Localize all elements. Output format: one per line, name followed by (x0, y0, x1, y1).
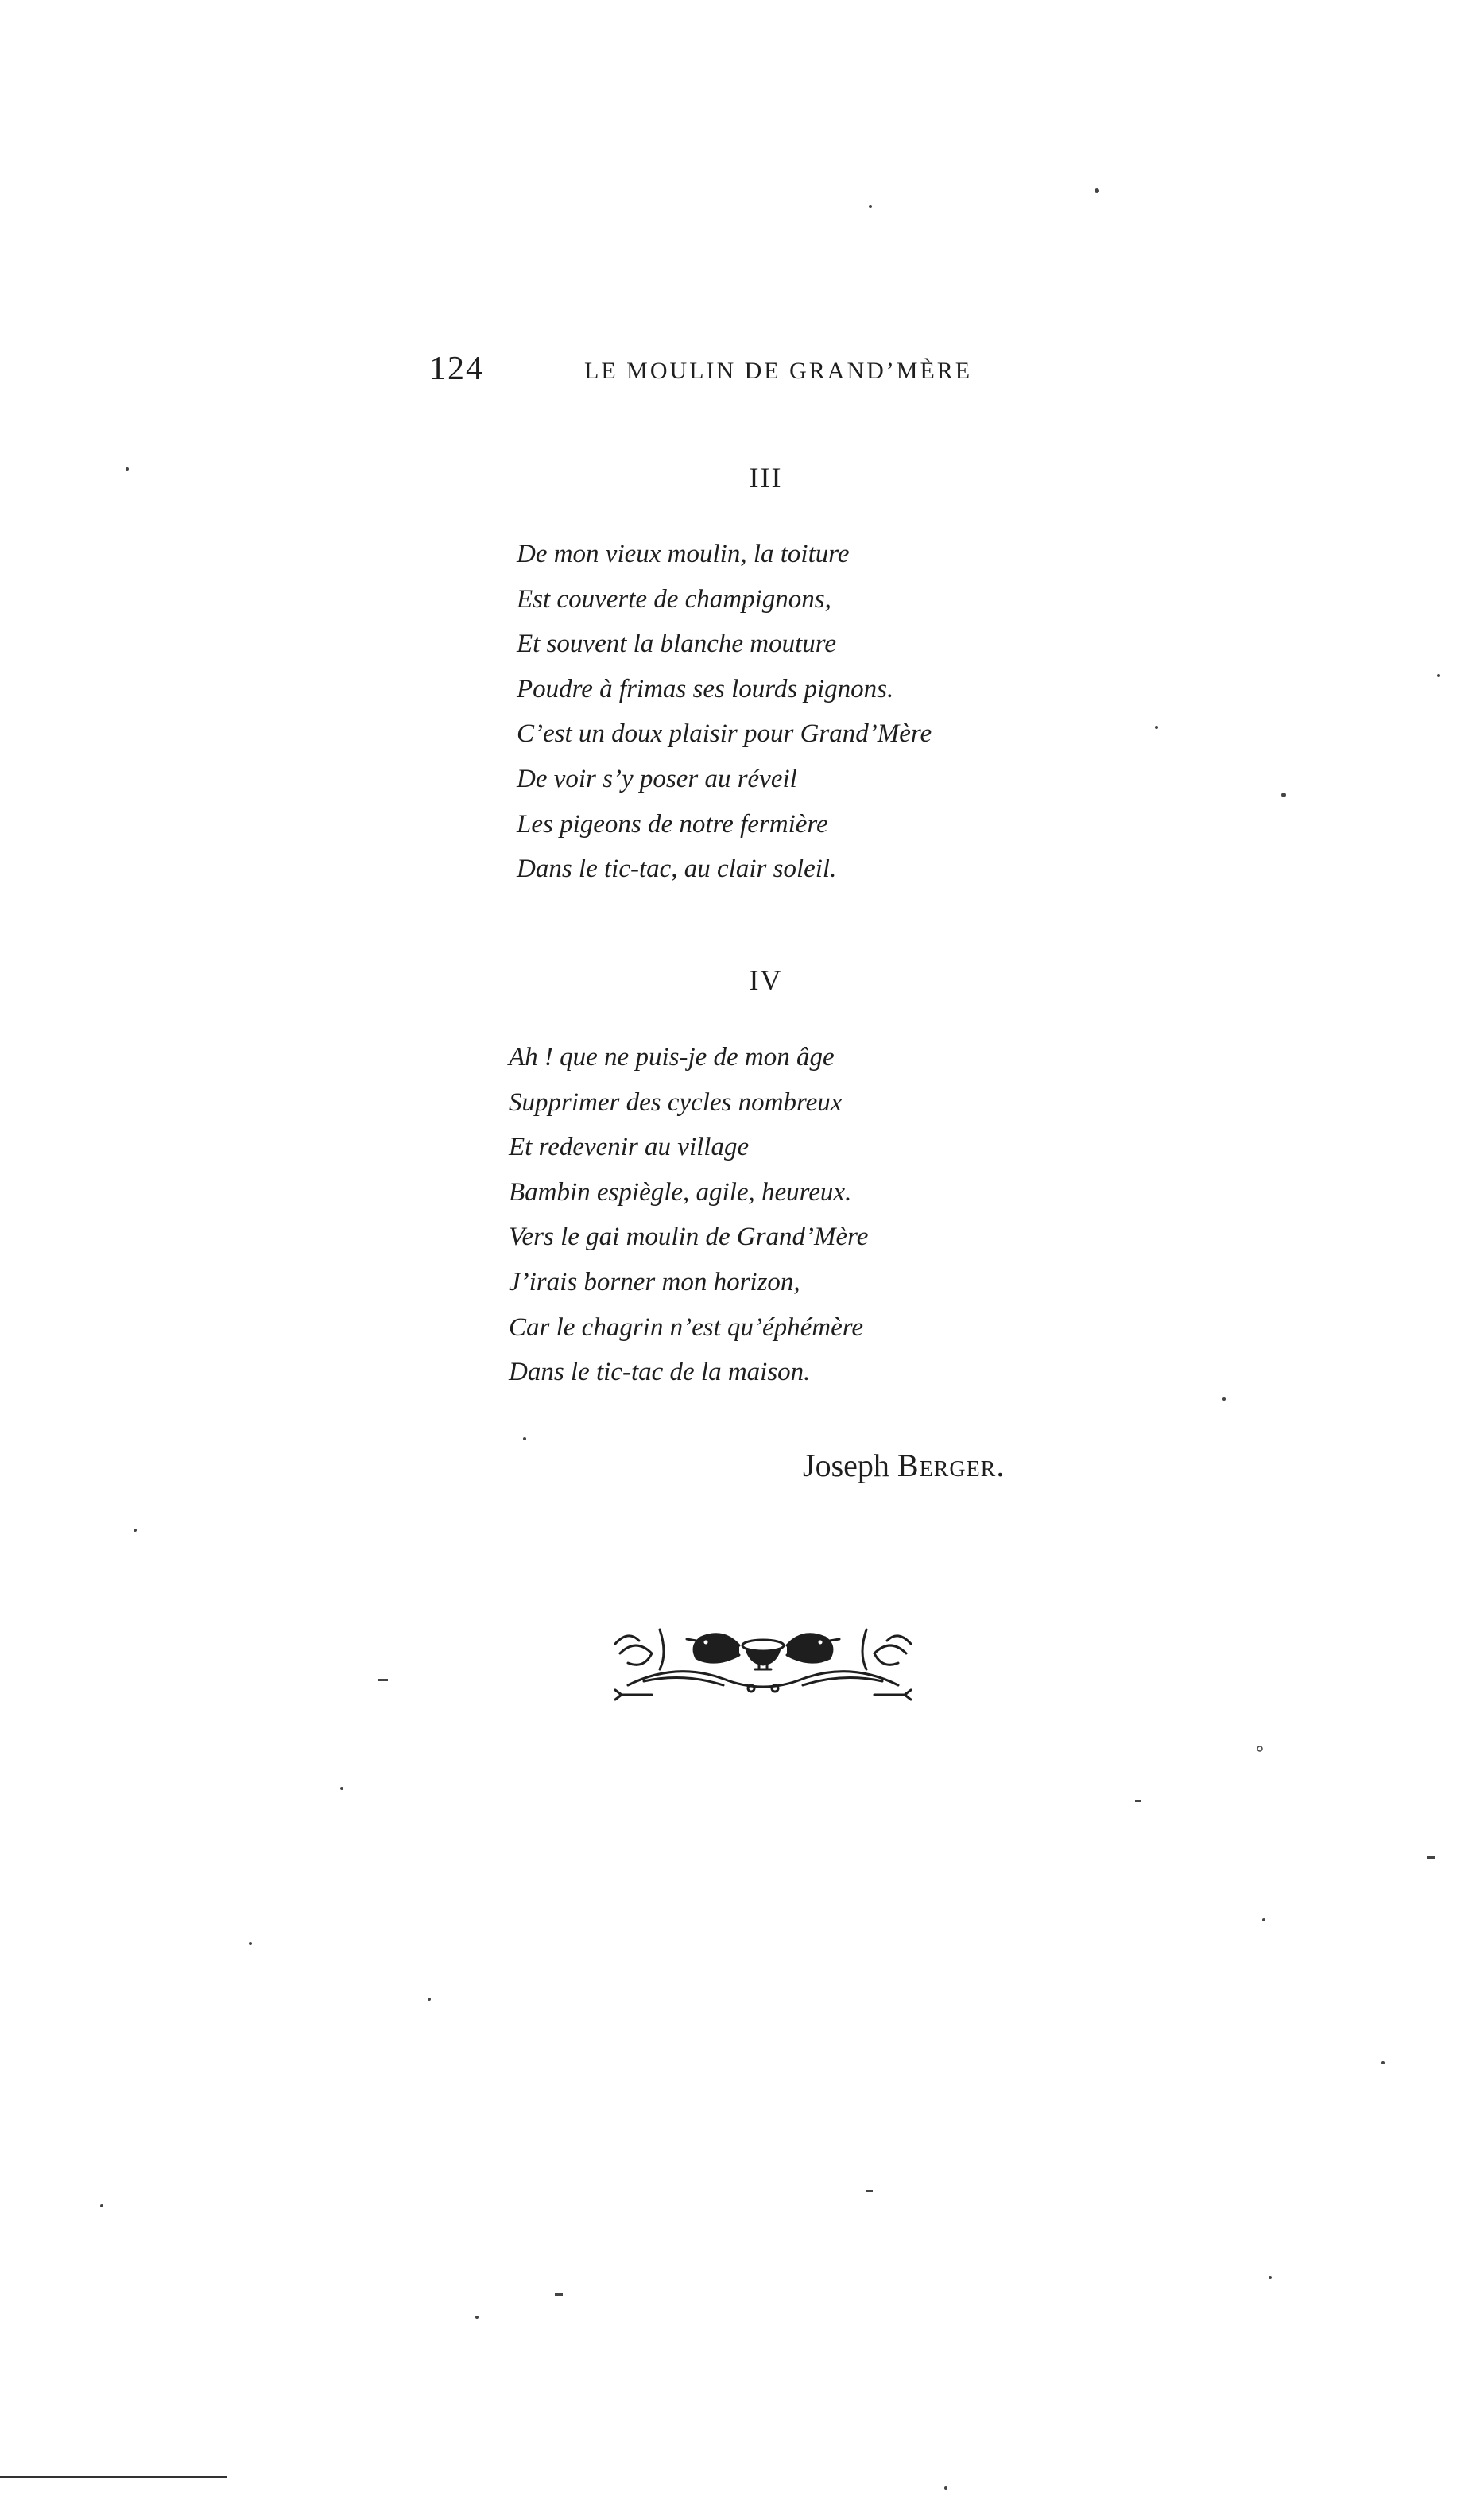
bottom-rule (0, 2476, 227, 2478)
verse-line: C’est un doux plaisir pour Grand’Mère (517, 719, 932, 749)
bird-fleuron-ornament-icon (604, 1606, 922, 1701)
verse-line: De voir s’y poser au réveil (517, 764, 797, 793)
verse-line: J’irais borner mon horizon, (509, 1267, 800, 1297)
verse-line: Et souvent la blanche mouture (517, 630, 837, 659)
verse-line: Poudre à frimas ses lourds pignons. (517, 674, 894, 703)
stanza-number-iv: IV (749, 964, 783, 996)
author-signature (803, 1447, 1005, 1484)
author-last-name: Berger. (897, 1448, 1005, 1483)
author-first-name: Joseph (803, 1448, 889, 1483)
verse-line: Dans le tic-tac de la maison. (509, 1358, 811, 1387)
verse-line: Est couverte de champignons, (517, 584, 831, 614)
page-number: 124 (429, 351, 484, 387)
verse-line: Ah ! que ne puis-je de mon âge (509, 1043, 835, 1072)
verse-line: De mon vieux moulin, la toiture (517, 540, 850, 568)
verse-line: Bambin espiègle, agile, heureux. (509, 1177, 852, 1207)
verse-line: Les pigeons de notre fermière (517, 809, 828, 839)
verse-line: Dans le tic-tac, au clair soleil. (517, 855, 837, 884)
verse-line: Vers le gai moulin de Grand’Mère (509, 1223, 869, 1252)
stanza-number-iii: III (749, 462, 783, 494)
verse-line: Car le chagrin n’est qu’éphémère (509, 1312, 863, 1342)
stanza-iv (509, 1035, 868, 1395)
stanza-iii (517, 532, 932, 892)
verse-line: Supprimer des cycles nombreux (509, 1087, 843, 1117)
verse-line: Et redevenir au village (509, 1133, 750, 1162)
page-header (429, 350, 986, 397)
running-title: LE MOULIN DE GRAND’MÈRE (584, 358, 973, 384)
